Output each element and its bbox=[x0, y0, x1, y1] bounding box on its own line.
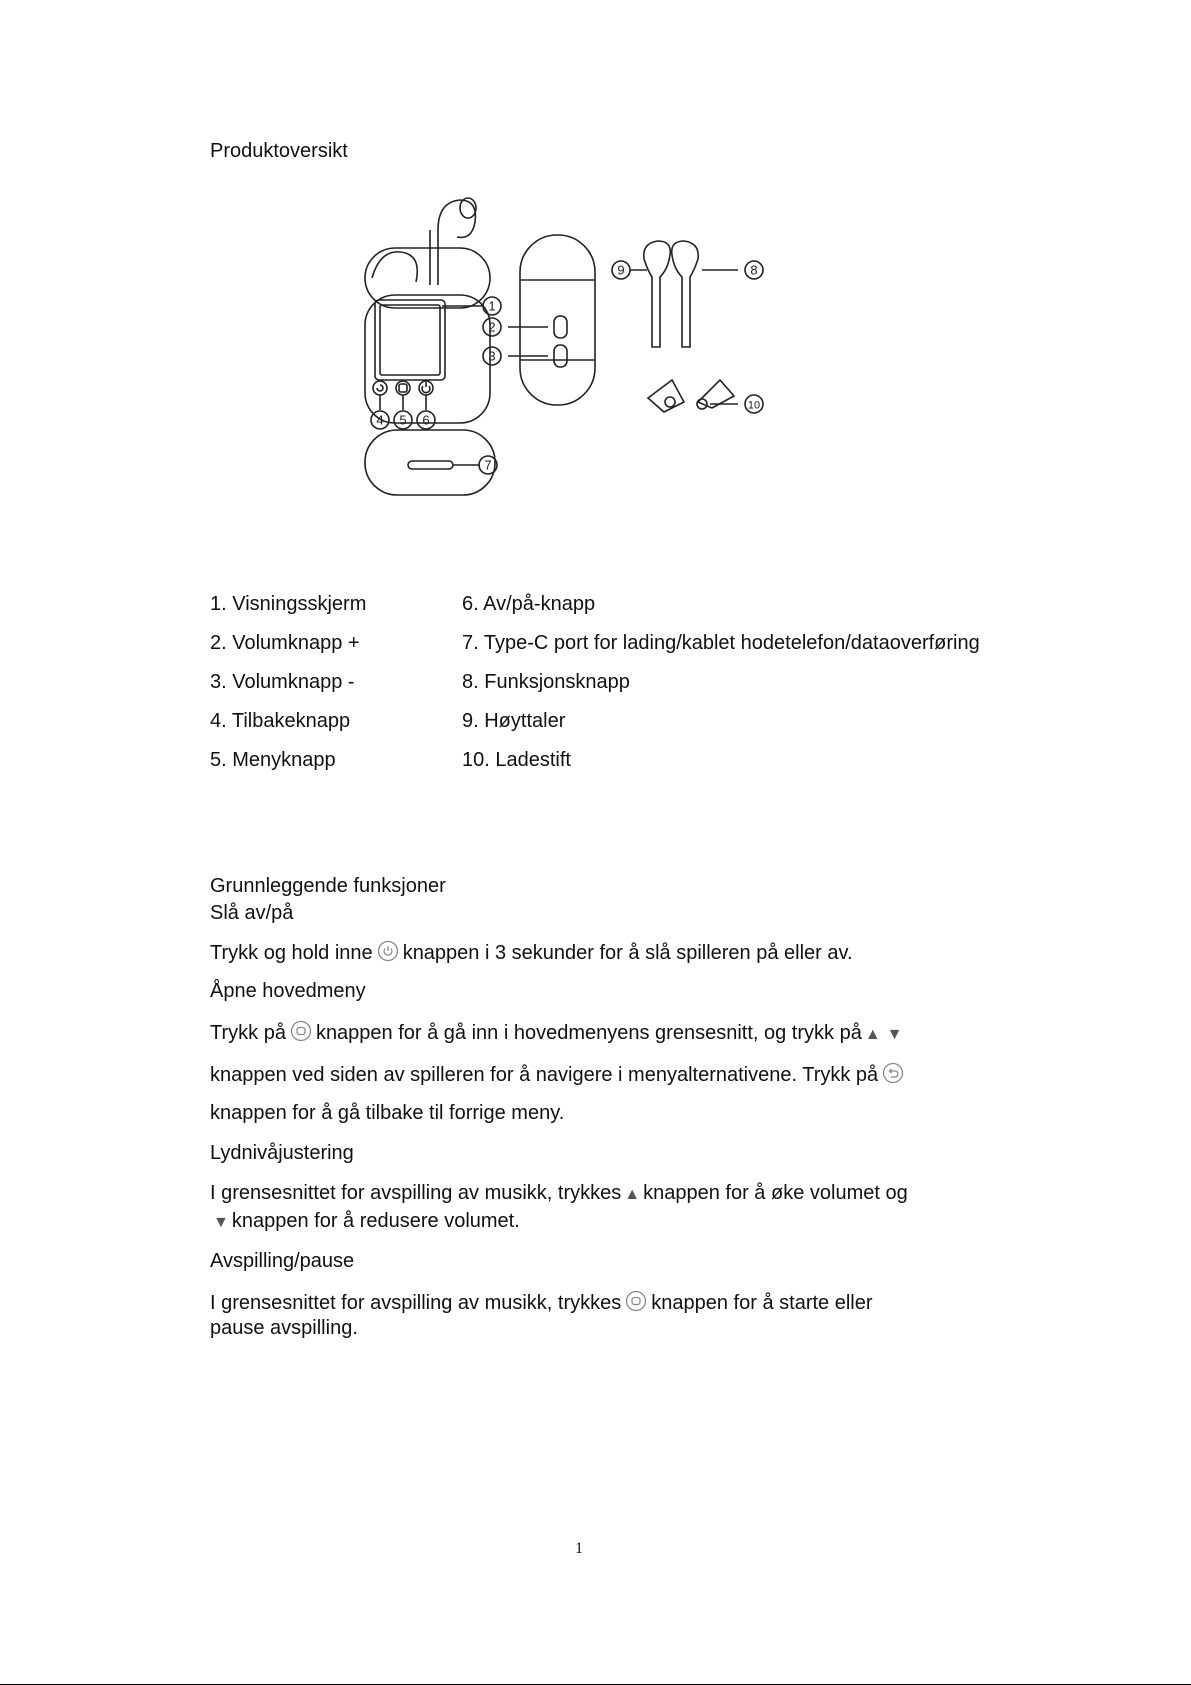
volume-down-icon: ▼ bbox=[886, 1026, 903, 1043]
volume-paragraph-line2: ▼ knappen for å redusere volumet. bbox=[213, 1210, 520, 1232]
diagram-label-text: 9 bbox=[617, 262, 625, 278]
diagram-label-text: 10 bbox=[747, 399, 761, 412]
list-item: 9. Høyttaler bbox=[462, 710, 566, 732]
parts-list-right bbox=[462, 585, 980, 780]
list-item: 1. Visningsskjerm bbox=[210, 593, 367, 615]
case-lid bbox=[365, 248, 490, 308]
volume-down-icon: ▼ bbox=[213, 1214, 229, 1231]
case-bottom-view bbox=[365, 430, 495, 495]
power-paragraph: Trykk og hold inne knappen i 3 sekunder for å slå spilleren på eller av. bbox=[210, 940, 853, 968]
diagram-label-text: 3 bbox=[488, 348, 496, 364]
diagram-label-text: 2 bbox=[488, 319, 496, 335]
menu-paragraph-line2: knappen ved siden av spilleren for å navigere i menyalternativene. Trykk på bbox=[210, 1062, 908, 1090]
play-paragraph-line1: I grensesnittet for avspilling av musikk, trykkes knappen for å starte eller bbox=[210, 1290, 873, 1318]
power-icon bbox=[377, 940, 399, 968]
diagram-label-text: 1 bbox=[488, 298, 496, 314]
power-heading: Slå av/på bbox=[210, 902, 294, 924]
parts-list-left bbox=[210, 585, 366, 780]
list-item: 6. Av/på-knapp bbox=[462, 593, 596, 615]
earbud-standing bbox=[430, 198, 476, 285]
diagram-label-text: 5 bbox=[399, 412, 407, 428]
overview-title: Produktoversikt bbox=[210, 140, 348, 162]
diagram-number-labels bbox=[371, 261, 763, 474]
menu-icon bbox=[625, 1290, 647, 1318]
basic-functions-section bbox=[210, 875, 983, 1355]
diagram-label-text: 7 bbox=[484, 457, 492, 473]
menu-icon bbox=[290, 1020, 312, 1048]
diagram-label-text: 4 bbox=[376, 412, 384, 428]
diagram-label-text: 8 bbox=[750, 262, 758, 278]
product-diagram bbox=[330, 180, 850, 540]
menu-paragraph-line3: knappen for å gå tilbake til forrige meny. bbox=[210, 1102, 565, 1124]
page-number: 1 bbox=[575, 1540, 583, 1557]
earbuds-pair bbox=[630, 241, 738, 347]
list-item: 10. Ladestift bbox=[462, 749, 571, 771]
case-side-view bbox=[520, 235, 595, 405]
display-screen bbox=[375, 300, 445, 380]
diagram-label-text: 6 bbox=[422, 412, 430, 428]
list-item: 3. Volumknapp - bbox=[210, 671, 355, 693]
list-item: 8. Funksjonsknapp bbox=[462, 671, 630, 693]
play-heading: Avspilling/pause bbox=[210, 1250, 355, 1272]
volume-up-icon: ▲ bbox=[624, 1186, 641, 1203]
basics-title: Grunnleggende funksjoner bbox=[210, 875, 446, 897]
case-body bbox=[365, 295, 490, 423]
back-icon bbox=[882, 1062, 904, 1090]
list-item: 4. Tilbakeknapp bbox=[210, 710, 351, 732]
menu-paragraph-line1: Trykk på knappen for å gå inn i hovedmenyens grensesnitt, og trykk på ▲ ▼ bbox=[210, 1020, 906, 1048]
volume-up-icon: ▲ bbox=[864, 1026, 881, 1043]
menu-heading: Åpne hovedmeny bbox=[210, 980, 366, 1002]
list-item: 7. Type-C port for lading/kablet hodetelefon/dataoverføring bbox=[462, 632, 980, 654]
volume-paragraph-line1: I grensesnittet for avspilling av musikk, trykkes ▲ knappen for å øke volumet og bbox=[210, 1182, 908, 1204]
play-paragraph-line2: pause avspilling. bbox=[210, 1317, 358, 1339]
list-item: 2. Volumknapp + bbox=[210, 632, 360, 654]
earbuds-tips bbox=[648, 380, 738, 412]
volume-heading: Lydnivåjustering bbox=[210, 1142, 354, 1164]
front-buttons bbox=[373, 381, 433, 395]
list-item: 5. Menyknapp bbox=[210, 749, 336, 771]
